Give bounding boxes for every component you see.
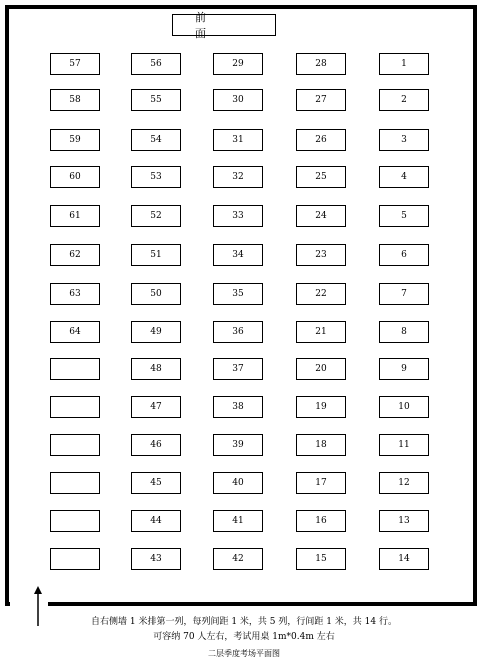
desk-45: 45	[131, 472, 181, 494]
desk-54: 54	[131, 129, 181, 151]
desk-34: 34	[213, 244, 263, 266]
desk-1: 1	[379, 53, 429, 75]
desk-17: 17	[296, 472, 346, 494]
desk-63: 63	[50, 283, 100, 305]
desk-36: 36	[213, 321, 263, 343]
desk-43: 43	[131, 548, 181, 570]
desk-15: 15	[296, 548, 346, 570]
desk-38: 38	[213, 396, 263, 418]
desk-60: 60	[50, 166, 100, 188]
desk-41: 41	[213, 510, 263, 532]
desk-empty-c1-r12	[50, 472, 100, 494]
bottom-wall-right	[48, 602, 477, 606]
desk-3: 3	[379, 129, 429, 151]
desk-12: 12	[379, 472, 429, 494]
desk-32: 32	[213, 166, 263, 188]
desk-28: 28	[296, 53, 346, 75]
desk-37: 37	[213, 358, 263, 380]
front-label: 前 面	[172, 14, 276, 36]
desk-35: 35	[213, 283, 263, 305]
desk-25: 25	[296, 166, 346, 188]
desk-16: 16	[296, 510, 346, 532]
note-capacity: 可容纳 70 人左右，考试用桌 1m*0.4m 左右	[153, 632, 335, 642]
desk-24: 24	[296, 205, 346, 227]
desk-47: 47	[131, 396, 181, 418]
desk-13: 13	[379, 510, 429, 532]
desk-44: 44	[131, 510, 181, 532]
desk-56: 56	[131, 53, 181, 75]
desk-57: 57	[50, 53, 100, 75]
desk-14: 14	[379, 548, 429, 570]
desk-empty-c1-r10	[50, 396, 100, 418]
desk-64: 64	[50, 321, 100, 343]
desk-52: 52	[131, 205, 181, 227]
desk-5: 5	[379, 205, 429, 227]
desk-30: 30	[213, 89, 263, 111]
desk-51: 51	[131, 244, 181, 266]
bottom-wall-left	[5, 602, 10, 606]
desk-4: 4	[379, 166, 429, 188]
desk-9: 9	[379, 358, 429, 380]
desk-48: 48	[131, 358, 181, 380]
desk-7: 7	[379, 283, 429, 305]
desk-2: 2	[379, 89, 429, 111]
desk-58: 58	[50, 89, 100, 111]
desk-31: 31	[213, 129, 263, 151]
desk-6: 6	[379, 244, 429, 266]
desk-20: 20	[296, 358, 346, 380]
desk-40: 40	[213, 472, 263, 494]
desk-10: 10	[379, 396, 429, 418]
desk-61: 61	[50, 205, 100, 227]
desk-29: 29	[213, 53, 263, 75]
desk-empty-c1-r14	[50, 548, 100, 570]
desk-empty-c1-r13	[50, 510, 100, 532]
desk-19: 19	[296, 396, 346, 418]
desk-50: 50	[131, 283, 181, 305]
desk-46: 46	[131, 434, 181, 456]
desk-8: 8	[379, 321, 429, 343]
desk-27: 27	[296, 89, 346, 111]
desk-59: 59	[50, 129, 100, 151]
desk-11: 11	[379, 434, 429, 456]
desk-empty-c1-r11	[50, 434, 100, 456]
desk-53: 53	[131, 166, 181, 188]
diagram-caption: 二层季度考场平面图	[208, 649, 280, 658]
desk-18: 18	[296, 434, 346, 456]
desk-42: 42	[213, 548, 263, 570]
desk-23: 23	[296, 244, 346, 266]
desk-62: 62	[50, 244, 100, 266]
note-layout: 自右侧墙 1 米排第一列，每列间距 1 米，共 5 列，行间距 1 米，共 14 行。	[91, 617, 397, 627]
desk-33: 33	[213, 205, 263, 227]
desk-49: 49	[131, 321, 181, 343]
desk-26: 26	[296, 129, 346, 151]
desk-22: 22	[296, 283, 346, 305]
desk-21: 21	[296, 321, 346, 343]
desk-55: 55	[131, 89, 181, 111]
desk-empty-c1-r9	[50, 358, 100, 380]
desk-39: 39	[213, 434, 263, 456]
